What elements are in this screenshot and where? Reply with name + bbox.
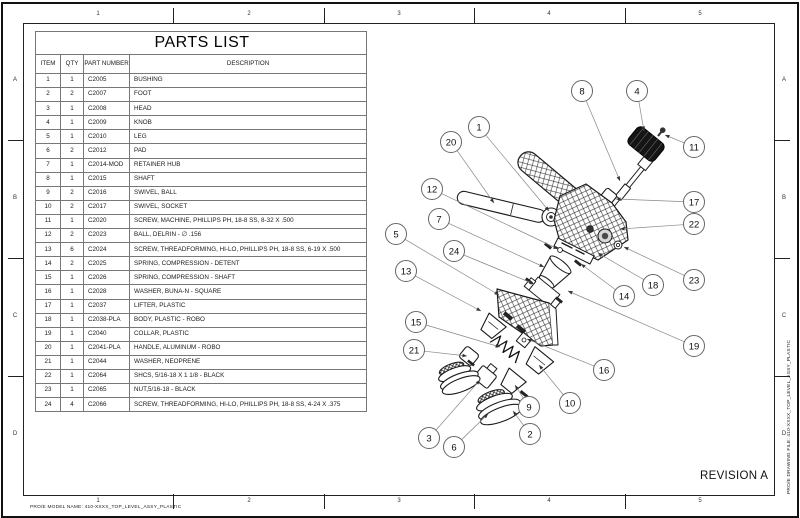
cell-part-number: C2028 (84, 285, 130, 299)
zone-label-right-b: B (781, 195, 786, 201)
zone-label-bottom-1: 1 (96, 498, 100, 504)
cell-description: FOOT (130, 88, 367, 102)
balloon-number-14: 14 (618, 291, 630, 303)
cell-part-number: C2016 (84, 186, 130, 200)
cell-description: WASHER, NEOPRENE (130, 355, 367, 369)
zone-label-top-1: 1 (96, 11, 100, 17)
cell-part-number: C2040 (84, 327, 130, 341)
cell-item: 13 (36, 243, 61, 257)
cell-part-number: C2038-PLA (84, 313, 130, 327)
model-name-note: PRO/E MODEL NAME: 410-XXXX_TOP_LEVEL_ASSY_PLASTIC (30, 505, 182, 510)
cell-item: 2 (36, 88, 61, 102)
cell-qty: 1 (61, 158, 84, 172)
col-header-part-number: PART NUMBER (84, 55, 130, 74)
zone-label-bottom-3: 3 (397, 498, 401, 504)
balloon-number-8: 8 (579, 86, 585, 98)
cell-description: BALL, DELRIN - ∅ .156 (130, 229, 367, 243)
cell-description: BODY, PLASTIC - ROBO (130, 313, 367, 327)
cell-description: SWIVEL, BALL (130, 186, 367, 200)
cell-qty: 6 (61, 243, 84, 257)
cell-part-number: C2026 (84, 271, 130, 285)
cell-description: WASHER, BUNA-N - SQUARE (130, 285, 367, 299)
cell-qty: 2 (61, 200, 84, 214)
zone-label-left-d: D (12, 431, 18, 437)
cell-description: RETAINER HUB (130, 158, 367, 172)
balloon-number-2: 2 (527, 429, 533, 441)
cell-part-number: C2024 (84, 243, 130, 257)
zone-label-right-a: A (781, 77, 786, 83)
cell-qty: 1 (61, 172, 84, 186)
cell-description: SCREW, THREADFORMING, HI-LO, PHILLIPS PH, 18-8 SS, 6-19 X .500 (130, 243, 367, 257)
col-header-item: ITEM (36, 55, 61, 74)
zone-label-top-3: 3 (397, 11, 401, 17)
cell-qty: 2 (61, 88, 84, 102)
zone-label-left-c: C (12, 313, 18, 319)
parts-list-title: PARTS LIST (36, 32, 367, 55)
cell-part-number: C2007 (84, 88, 130, 102)
zone-label-bottom-2: 2 (247, 498, 251, 504)
cell-item: 21 (36, 355, 61, 369)
cell-qty: 1 (61, 313, 84, 327)
cell-item: 12 (36, 229, 61, 243)
cell-part-number: C2010 (84, 130, 130, 144)
balloon-number-17: 17 (688, 197, 700, 209)
col-header-description: DESCRIPTION (130, 55, 367, 74)
cell-qty: 1 (61, 130, 84, 144)
cell-description: LIFTER, PLASTIC (130, 299, 367, 313)
cell-item: 14 (36, 257, 61, 271)
balloon-number-7: 7 (436, 214, 442, 226)
cell-qty: 1 (61, 341, 84, 355)
cell-item: 4 (36, 116, 61, 130)
cell-item: 20 (36, 341, 61, 355)
part-ball (558, 248, 563, 253)
cell-description: HANDLE, ALUMINUM - ROBO (130, 341, 367, 355)
cell-description: KNOB (130, 116, 367, 130)
cell-item: 23 (36, 384, 61, 398)
cell-qty: 1 (61, 327, 84, 341)
cell-description: BUSHING (130, 74, 367, 88)
cell-qty: 1 (61, 299, 84, 313)
cell-part-number: C2064 (84, 369, 130, 383)
cell-part-number: C2037 (84, 299, 130, 313)
balloon-number-12: 12 (426, 184, 438, 196)
cell-item: 5 (36, 130, 61, 144)
balloon-number-22: 22 (688, 219, 700, 231)
revision-label: REVISION A (700, 470, 769, 482)
cell-item: 15 (36, 271, 61, 285)
cell-description: SCREW, THREADFORMING, HI-LO, PHILLIPS PH, 18-8 SS, 4-24 X .375 (130, 398, 367, 412)
balloon-number-6: 6 (451, 442, 457, 454)
cell-description: PAD (130, 144, 367, 158)
balloon-number-15: 15 (410, 317, 422, 329)
cell-qty: 1 (61, 285, 84, 299)
zone-label-top-2: 2 (247, 11, 251, 17)
balloon-number-13: 13 (400, 266, 412, 278)
balloon-number-18: 18 (647, 280, 659, 292)
cell-part-number: C2023 (84, 229, 130, 243)
cell-qty: 1 (61, 355, 84, 369)
part-spring (491, 336, 520, 363)
cell-part-number: C2012 (84, 144, 130, 158)
cell-qty: 1 (61, 369, 84, 383)
cell-part-number: C2017 (84, 200, 130, 214)
cell-item: 10 (36, 200, 61, 214)
cell-part-number: C2041-PLA (84, 341, 130, 355)
cell-description: SWIVEL, SOCKET (130, 200, 367, 214)
cell-part-number: C2025 (84, 257, 130, 271)
cell-qty: 2 (61, 257, 84, 271)
zone-label-bottom-5: 5 (698, 498, 702, 504)
zone-label-top-4: 4 (547, 11, 551, 17)
cell-part-number: C2009 (84, 116, 130, 130)
cell-item: 17 (36, 299, 61, 313)
cell-item: 7 (36, 158, 61, 172)
balloon-number-20: 20 (445, 137, 457, 149)
zone-label-left-b: B (12, 195, 17, 201)
balloon-number-24: 24 (448, 246, 460, 258)
balloon-number-10: 10 (564, 398, 576, 410)
cell-description: SHCS, 5/16-18 X 1 1/8 - BLACK (130, 369, 367, 383)
cell-item: 24 (36, 398, 61, 412)
cell-description: SPRING, COMPRESSION - SHAFT (130, 271, 367, 285)
zone-label-right-d: D (781, 431, 787, 437)
cell-item: 22 (36, 369, 61, 383)
zone-label-left-a: A (12, 77, 17, 83)
cell-part-number: C2005 (84, 74, 130, 88)
part-swivel-socket (523, 347, 554, 377)
balloon-number-23: 23 (688, 275, 700, 287)
balloon-number-21: 21 (408, 345, 420, 357)
cell-item: 16 (36, 285, 61, 299)
cell-part-number: C2020 (84, 214, 130, 228)
cell-part-number: C2066 (84, 398, 130, 412)
cell-qty: 1 (61, 102, 84, 116)
cell-description: HEAD (130, 102, 367, 116)
part-knob (626, 125, 666, 171)
cell-item: 8 (36, 172, 61, 186)
balloon-number-1: 1 (476, 122, 482, 134)
balloon-number-16: 16 (598, 365, 610, 377)
zone-label-right-c: C (781, 313, 787, 319)
cell-part-number: C2015 (84, 172, 130, 186)
part-screw-11 (656, 126, 667, 138)
zone-label-top-5: 5 (698, 11, 702, 17)
cell-part-number: C2044 (84, 355, 130, 369)
cell-qty: 1 (61, 116, 84, 130)
cell-part-number: C2065 (84, 384, 130, 398)
drawing-file-note: PRO/E DRAWING FILE: 410-XXXX_TOP_LEVEL_ASSY_PLASTIC (787, 339, 792, 494)
cell-qty: 2 (61, 229, 84, 243)
cell-description: SPRING, COMPRESSION - DETENT (130, 257, 367, 271)
cell-description: NUT,5/16-18 - BLACK (130, 384, 367, 398)
cell-description: LEG (130, 130, 367, 144)
cell-item: 1 (36, 74, 61, 88)
cell-item: 11 (36, 214, 61, 228)
cell-description: SCREW, MACHINE, PHILLIPS PH, 18-8 SS, 8-32 X .500 (130, 214, 367, 228)
balloon-number-3: 3 (426, 433, 432, 445)
col-header-qty: QTY (61, 55, 84, 74)
part-foot-upper (434, 356, 482, 398)
zone-label-bottom-4: 4 (547, 498, 551, 504)
cell-qty: 2 (61, 144, 84, 158)
cell-qty: 2 (61, 186, 84, 200)
cell-qty: 1 (61, 214, 84, 228)
cell-part-number: C2014-MOD (84, 158, 130, 172)
balloon-number-11: 11 (689, 142, 699, 154)
cell-item: 3 (36, 102, 61, 116)
cell-description: SHAFT (130, 172, 367, 186)
cell-qty: 1 (61, 384, 84, 398)
balloon-number-9: 9 (526, 402, 532, 414)
balloon-number-5: 5 (393, 229, 399, 241)
cell-qty: 1 (61, 74, 84, 88)
cell-item: 6 (36, 144, 61, 158)
cell-qty: 1 (61, 271, 84, 285)
cell-item: 18 (36, 313, 61, 327)
cell-item: 19 (36, 327, 61, 341)
cell-part-number: C2008 (84, 102, 130, 116)
cell-qty: 4 (61, 398, 84, 412)
cell-description: COLLAR, PLASTIC (130, 327, 367, 341)
balloon-number-19: 19 (688, 341, 700, 353)
balloon-number-4: 4 (634, 86, 640, 98)
cell-item: 9 (36, 186, 61, 200)
